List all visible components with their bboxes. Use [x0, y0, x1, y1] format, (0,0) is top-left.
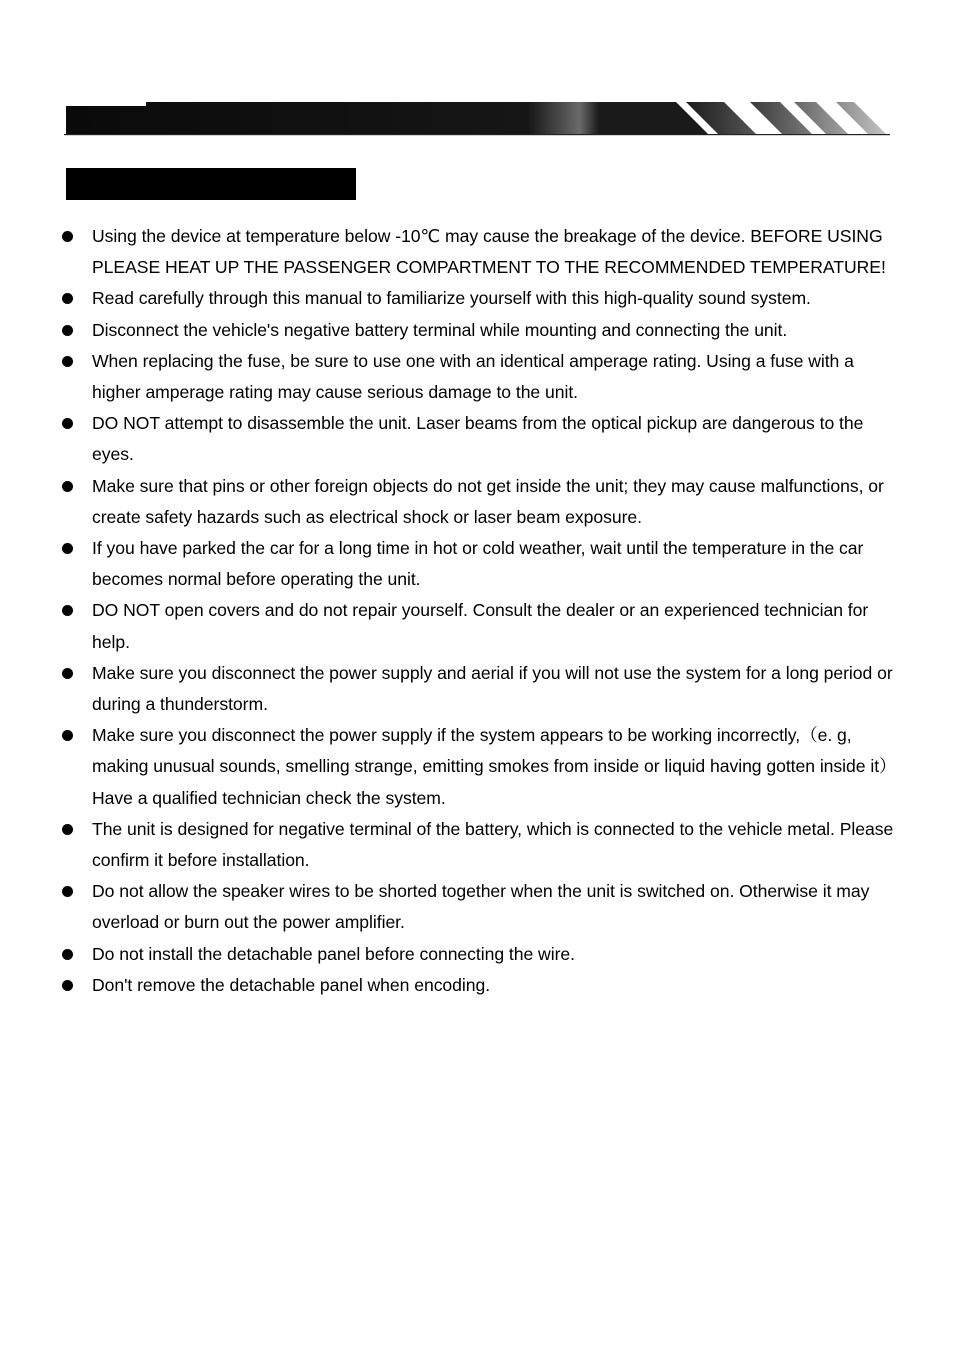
- note-text: Disconnect the vehicle's negative battery terminal while mounting and connecting the unit.: [92, 319, 788, 340]
- bullet-icon: [62, 605, 73, 616]
- note-text: If you have parked the car for a long time in hot or cold weather, wait until the temperature in the car becomes normal before operating the unit.: [92, 538, 864, 590]
- note-text: Using the device at temperature below -10℃ may cause the breakage of the device. BEFORE USING PLEASE HEAT UP THE PASSENGER COMPARTMENT TO THE RECOMMENDED TEMPERATURE!: [92, 226, 886, 278]
- list-item: [58, 471, 900, 533]
- note-text: Make sure that pins or other foreign objects do not get inside the unit; they may cause malfunctions, or create safety hazards such as electrical shock or laser beam exposure.: [92, 475, 884, 527]
- note-text: Do not allow the speaker wires to be shorted together when the unit is switched on. Otherwise it may overload or burn out the power amplifier.: [92, 881, 870, 933]
- bullet-icon: [62, 730, 73, 741]
- bullet-icon: [62, 668, 73, 679]
- list-item: [58, 814, 900, 876]
- note-text: The unit is designed for negative terminal of the battery, which is connected to the vehicle metal. Please confirm it before installation.: [92, 818, 894, 871]
- list-item: [58, 221, 900, 283]
- bullet-icon: [62, 824, 73, 835]
- list-item: [58, 939, 900, 970]
- list-item: [58, 658, 900, 720]
- bullet-icon: [62, 481, 73, 492]
- bullet-icon: [62, 949, 73, 960]
- list-item: [58, 720, 900, 814]
- bullet-icon: [62, 356, 73, 367]
- list-item: [58, 595, 900, 657]
- note-text: Do not install the detachable panel before connecting the wire.: [92, 943, 575, 964]
- list-item: [58, 315, 900, 346]
- bullet-icon: [62, 543, 73, 554]
- list-item: [58, 970, 900, 1001]
- header-main-band: [66, 102, 708, 134]
- list-item: [58, 876, 900, 938]
- bullet-icon: [62, 325, 73, 336]
- list-item: [58, 408, 900, 470]
- note-text: Make sure you disconnect the power supply and aerial if you will not use the system for a long period or during a thunderstorm.: [92, 662, 893, 715]
- note-text: Read carefully through this manual to familiarize yourself with this high-quality sound system.: [92, 288, 811, 309]
- list-item: [58, 346, 900, 408]
- bullet-icon: [62, 231, 73, 242]
- bullet-icon: [62, 886, 73, 897]
- bullet-icon: [62, 293, 73, 304]
- note-text: Don't remove the detachable panel when encoding.: [92, 974, 491, 995]
- list-item: [58, 283, 900, 314]
- bullet-icon: [62, 418, 73, 429]
- header-stripe-4: [836, 102, 886, 134]
- header-rule: [64, 134, 890, 135]
- list-item: [58, 533, 900, 595]
- section-title-bar: [66, 168, 356, 200]
- note-text: When replacing the fuse, be sure to use one with an identical amperage rating. Using a fuse with a higher amperage rating may cause serious damage to the unit.: [92, 350, 854, 403]
- note-text: DO NOT open covers and do not repair yourself. Consult the dealer or an experienced technician for help.: [92, 600, 869, 652]
- bullet-icon: [62, 980, 73, 991]
- precautions-list: [58, 221, 900, 1001]
- note-text: Make sure you disconnect the power supply if the system appears to be working incorrectly,（e. g, making unusual sounds, smelling strange, emitting smokes from inside or liquid having gotten inside it） Have a qualified technician check the system.: [92, 725, 897, 808]
- decorative-header-stripe-icon: [64, 102, 890, 136]
- note-text: DO NOT attempt to disassemble the unit. Laser beams from the optical pickup are dangerous to the eyes.: [92, 413, 864, 465]
- header-band: [64, 102, 890, 136]
